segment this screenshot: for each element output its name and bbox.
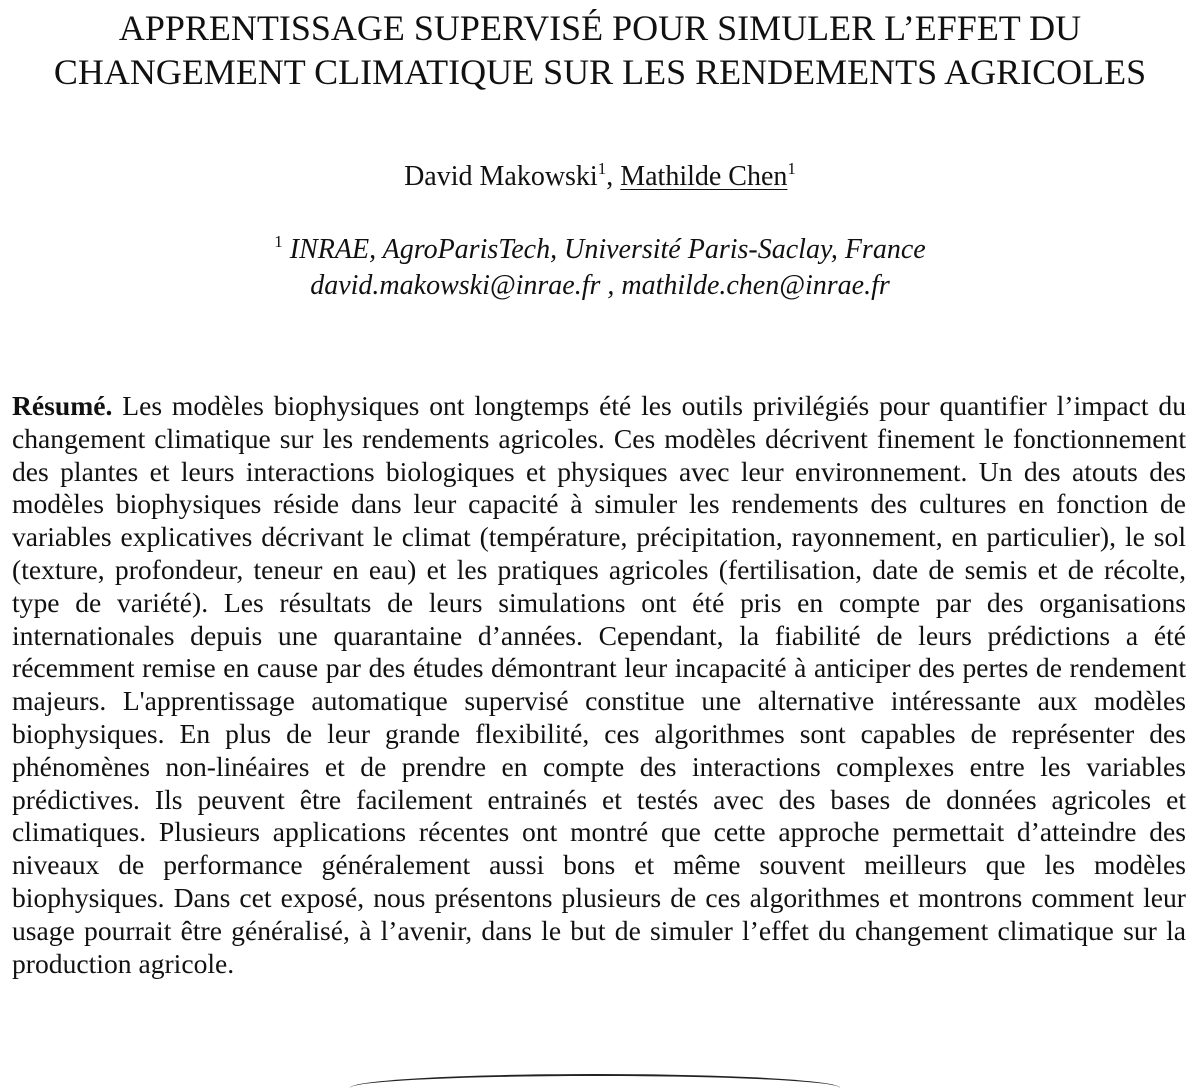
- affiliation-mark: 1: [597, 159, 607, 178]
- author-separator: ,: [606, 161, 621, 192]
- abstract-text: Les modèles biophysiques ont longtemps été les outils privilégiés pour quantifier l’impact du changement climatique sur les rendements agricoles. Ces modèles décrivent finement le fonctionnement des plantes et leurs interactions biologiques et physiques avec leur environnement. Un des atouts des modèles biophysiques réside dans leur capacité à simuler les rendements des cultures en fonction de variables explicatives décrivant le climat (température, précipitation, rayonnement, en particulier), le sol (texture, profondeur, teneur en eau) et les pratiques agricoles (fertilisation, date de semis et de récolte, type de variété). Les résultats de leurs simulations ont été pris en compte par des organisations internationales depuis une quarantaine d’années. Cependant, la fiabilité de leurs prédictions a été récemment remise en cause par des études démontrant leur incapacité à anticiper des pertes de rendement majeurs. L'apprentissage automatique supervisé constitue une alternative intéressante aux modèles biophysiques. En plus de leur grande flexibilité, ces algorithmes sont capables de représenter des phénomènes non-linéaires et de prendre en compte des interactions complexes entre les variables prédictives. Ils peuvent être facilement entrainés et testés avec des bases de données agricoles et climatiques. Plusieurs applications récentes ont montré que cette approche permettait d’atteindre des niveaux de performance généralement aussi bons et même souvent meilleurs que les modèles biophysiques. Dans cet exposé, nous présentons plusieurs de ces algorithmes et montrons comment leur usage pourrait être généralisé, à l’avenir, dans le but de simuler l’effet du changement climatique sur la production agricole.: [12, 390, 1186, 979]
- affiliation-block: [0, 232, 1200, 304]
- page-edge-decoration: [350, 1074, 840, 1088]
- affiliation-mark: 1: [787, 159, 796, 178]
- affiliation-line: [0, 232, 1200, 268]
- title-line-2: CHANGEMENT CLIMATIQUE SUR LES RENDEMENTS AGRICOLES: [53, 52, 1147, 92]
- paper-title: [0, 6, 1200, 94]
- author-name-presenting[interactable]: Mathilde Chen: [620, 161, 788, 192]
- author-list: [0, 160, 1200, 194]
- author-emails[interactable]: david.makowski@inrae.fr , mathilde.chen@inrae.fr: [310, 270, 890, 301]
- abstract: [12, 390, 1186, 980]
- author-name: David Makowski: [404, 161, 598, 192]
- affiliation-mark: 1: [274, 232, 283, 251]
- title-line-1: APPRENTISSAGE SUPERVISÉ POUR SIMULER L’EFFET DU: [118, 8, 1082, 48]
- abstract-label: Résumé.: [12, 390, 113, 421]
- affiliation-text: INRAE, AgroParisTech, Université Paris-Saclay, France: [282, 234, 926, 265]
